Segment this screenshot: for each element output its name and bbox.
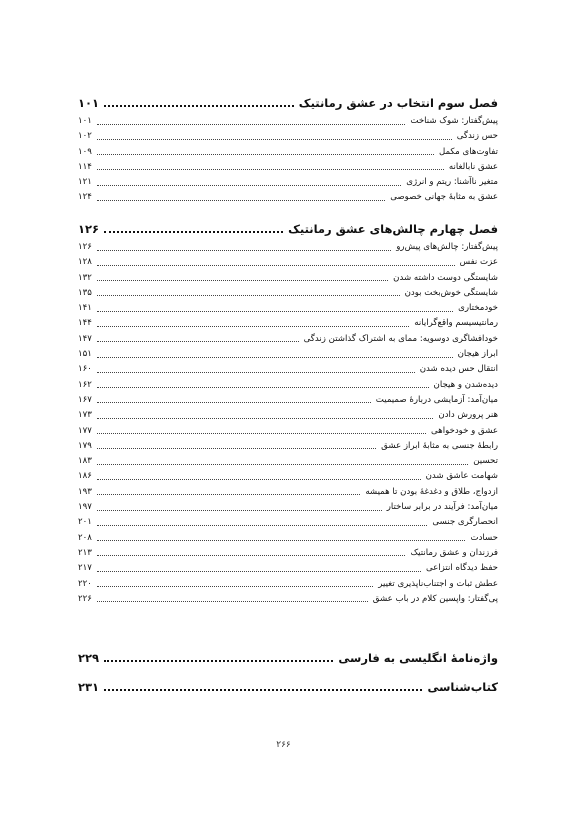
toc-entry <box>78 424 498 439</box>
entry-title: انحصارگری جنسی <box>429 515 498 530</box>
entry-page-number: ۱۲۶ <box>78 242 92 252</box>
entry-page-number: ۱۷۷ <box>78 425 92 436</box>
toc-entry <box>78 240 498 255</box>
leader-dots <box>97 337 299 343</box>
entry-page-number: ۲۲۶ <box>78 593 92 604</box>
entry-page-number: ۱۸۶ <box>78 471 92 482</box>
toc-entry <box>78 301 498 316</box>
entry-page-number: ۱۴۱ <box>78 303 92 314</box>
entry-title: میان‌آمد: فرآیند در برابر ساختار <box>384 500 498 515</box>
entry-page-number: ۱۹۳ <box>78 486 92 497</box>
entry-page-number: ۲۰۱ <box>78 517 92 528</box>
entry-page-number: ۱۶۷ <box>78 394 92 405</box>
leader-dots <box>97 195 385 201</box>
entry-title: شایستگی دوست داشته شدن <box>390 271 498 286</box>
glossary-page-number: ۲۲۹ <box>78 651 100 665</box>
leader-dots <box>97 260 455 266</box>
toc-entry <box>78 393 498 408</box>
entry-page-number: ۱۰۹ <box>78 146 92 157</box>
leader-dots <box>97 566 421 572</box>
entry-page-number: ۱۰۲ <box>78 131 92 142</box>
toc-entry <box>78 271 498 286</box>
entry-title: حسادت <box>467 531 498 546</box>
entry-page-number: ۱۱۴ <box>78 161 92 172</box>
entry-page-number: ۱۲۴ <box>78 192 92 203</box>
leader-dots <box>97 352 453 358</box>
entry-title: پی‌گفتار: واپسین کلام در باب عشق <box>370 592 498 607</box>
leader-dots <box>97 597 368 603</box>
entry-page-number: ۲۱۷ <box>78 563 92 574</box>
leader-dots <box>97 581 373 587</box>
toc-bibliography <box>78 676 498 698</box>
leader-dots <box>97 245 391 251</box>
toc-entry <box>78 469 498 484</box>
entry-title: میان‌آمد: آزمایشی دربارهٔ صمیمیت <box>373 393 498 408</box>
entry-title: تحسین <box>470 454 498 469</box>
leader-dots <box>97 275 388 281</box>
leader-dots <box>97 321 409 327</box>
entry-page-number: ۱۶۰ <box>78 364 92 375</box>
leader-dots <box>97 459 468 465</box>
chapter-page-number: ۱۰۱ <box>78 96 100 110</box>
toc-entry <box>78 190 498 205</box>
entry-title: تفاوت‌های مکمل <box>436 145 498 160</box>
entry-title: عشق و خودخواهی <box>428 424 498 439</box>
leader-dots <box>104 225 283 233</box>
entry-title: حفظ دیدگاه انتزاعی <box>423 561 498 576</box>
entry-title: فرزندان و عشق رمانتیک <box>407 546 498 561</box>
entry-page-number: ۱۴۴ <box>78 318 92 329</box>
entry-page-number: ۱۷۹ <box>78 440 92 451</box>
entry-page-number: ۱۳۲ <box>78 272 92 283</box>
entry-page-number: ۱۷۳ <box>78 410 92 421</box>
entry-title: عطش ثبات و اجتناب‌ناپذیری تغییر <box>375 577 498 592</box>
toc-chapter3 <box>78 92 498 206</box>
entry-page-number: ۱۶۲ <box>78 379 92 390</box>
entry-title: انتقال حس دیده شدن <box>417 362 498 377</box>
entry-title: رابطهٔ جنسی به مثابهٔ ابراز عشق <box>378 439 498 454</box>
entry-title: ابراز هیجان <box>455 347 498 362</box>
toc-entry <box>78 515 498 530</box>
toc-entry <box>78 439 498 454</box>
leader-dots <box>97 520 428 526</box>
leader-dots <box>97 134 452 140</box>
leader-dots <box>97 535 466 541</box>
leader-dots <box>97 180 401 186</box>
entry-title: خودافشاگری دوسویه: ممای به اشتراک گذاشتن زندگی <box>301 332 498 347</box>
toc-entry <box>78 114 498 129</box>
chapter4-entries <box>78 240 498 607</box>
entry-page-number: ۱۰۱ <box>78 116 92 126</box>
toc-chapter4 <box>78 218 498 607</box>
leader-dots <box>97 165 444 171</box>
entry-title: هنر پرورش دادن <box>435 408 498 423</box>
entry-title: خودمختاری <box>455 301 498 316</box>
leader-dots <box>97 551 406 557</box>
leader-dots <box>97 474 421 480</box>
chapter-title: فصل چهارم چالش‌های عشق رمانتیک <box>285 218 498 240</box>
toc-entry <box>78 175 498 190</box>
leader-dots <box>104 683 422 691</box>
entry-title: شایستگی خوش‌بخت بودن <box>402 286 498 301</box>
entry-page-number: ۲۱۳ <box>78 547 92 558</box>
bibliography-title: کتاب‌شناسی <box>424 676 498 698</box>
entry-page-number: ۱۳۵ <box>78 287 92 298</box>
entry-title: پیش‌گفتار: شوک شناخت <box>407 114 498 129</box>
toc-entry <box>78 160 498 175</box>
toc-entry <box>78 347 498 362</box>
chapter-title: فصل سوم انتخاب در عشق رمانتیک <box>296 92 498 114</box>
entry-title: ازدواج، طلاق و دغدغهٔ بودن تا همیشه <box>362 485 498 500</box>
bibliography-page-number: ۲۳۱ <box>78 680 100 694</box>
toc-entry <box>78 378 498 393</box>
bibliography-heading <box>78 676 498 698</box>
entry-page-number: ۱۴۷ <box>78 333 92 344</box>
entry-title: حس زندگی <box>454 129 498 144</box>
toc-entry <box>78 592 498 607</box>
entry-page-number: ۲۲۰ <box>78 578 92 589</box>
toc-entry <box>78 577 498 592</box>
leader-dots <box>97 413 434 419</box>
leader-dots <box>97 291 400 297</box>
toc-entry <box>78 129 498 144</box>
leader-dots <box>97 306 453 312</box>
chapter-heading <box>78 218 498 240</box>
entry-title: رمانتیسیسم واقع‌گرایانه <box>411 316 498 331</box>
entry-page-number: ۲۰۸ <box>78 532 92 543</box>
entry-title: شهامت عاشق شدن <box>423 469 498 484</box>
entry-title: متغیر ناآشنا: ریتم و انرژی <box>403 175 498 190</box>
chapter-heading <box>78 92 498 114</box>
entry-title: پیش‌گفتار: چالش‌های پیش‌رو <box>393 240 498 255</box>
toc-entry <box>78 145 498 160</box>
toc-entry <box>78 408 498 423</box>
toc-entry <box>78 500 498 515</box>
leader-dots <box>104 99 294 107</box>
leader-dots <box>97 119 406 125</box>
leader-dots <box>104 654 333 662</box>
toc-entry <box>78 485 498 500</box>
leader-dots <box>97 398 371 404</box>
toc-entry <box>78 286 498 301</box>
entry-title: دیده‌شدن و هیجان <box>431 378 498 393</box>
toc-entry <box>78 546 498 561</box>
entry-page-number: ۱۸۳ <box>78 456 92 467</box>
toc-entry <box>78 316 498 331</box>
chapter3-entries <box>78 114 498 206</box>
entry-page-number: ۱۲۱ <box>78 177 92 188</box>
entry-page-number: ۱۵۱ <box>78 349 92 360</box>
chapter-page-number: ۱۲۶ <box>78 222 100 236</box>
leader-dots <box>97 444 376 450</box>
footer-page-number: ۲۶۶ <box>276 740 291 750</box>
toc-entry <box>78 362 498 377</box>
toc-entry <box>78 561 498 576</box>
entry-page-number: ۱۹۷ <box>78 502 92 513</box>
toc-entry <box>78 531 498 546</box>
toc-entry <box>78 454 498 469</box>
entry-title: عزت نفس <box>457 255 498 270</box>
leader-dots <box>97 367 415 373</box>
toc-entry <box>78 332 498 347</box>
leader-dots <box>97 505 382 511</box>
entry-title: عشق به مثابهٔ جهانی خصوصی <box>387 190 498 205</box>
leader-dots <box>97 490 360 496</box>
entry-title: عشق نابالغانه <box>446 160 498 175</box>
leader-dots <box>97 428 426 434</box>
glossary-heading <box>78 647 498 669</box>
toc-glossary <box>78 647 498 669</box>
glossary-title: واژه‌نامهٔ انگلیسی به فارسی <box>335 647 498 669</box>
entry-page-number: ۱۲۸ <box>78 257 92 268</box>
leader-dots <box>97 149 434 155</box>
leader-dots <box>97 382 429 388</box>
toc-entry <box>78 255 498 270</box>
